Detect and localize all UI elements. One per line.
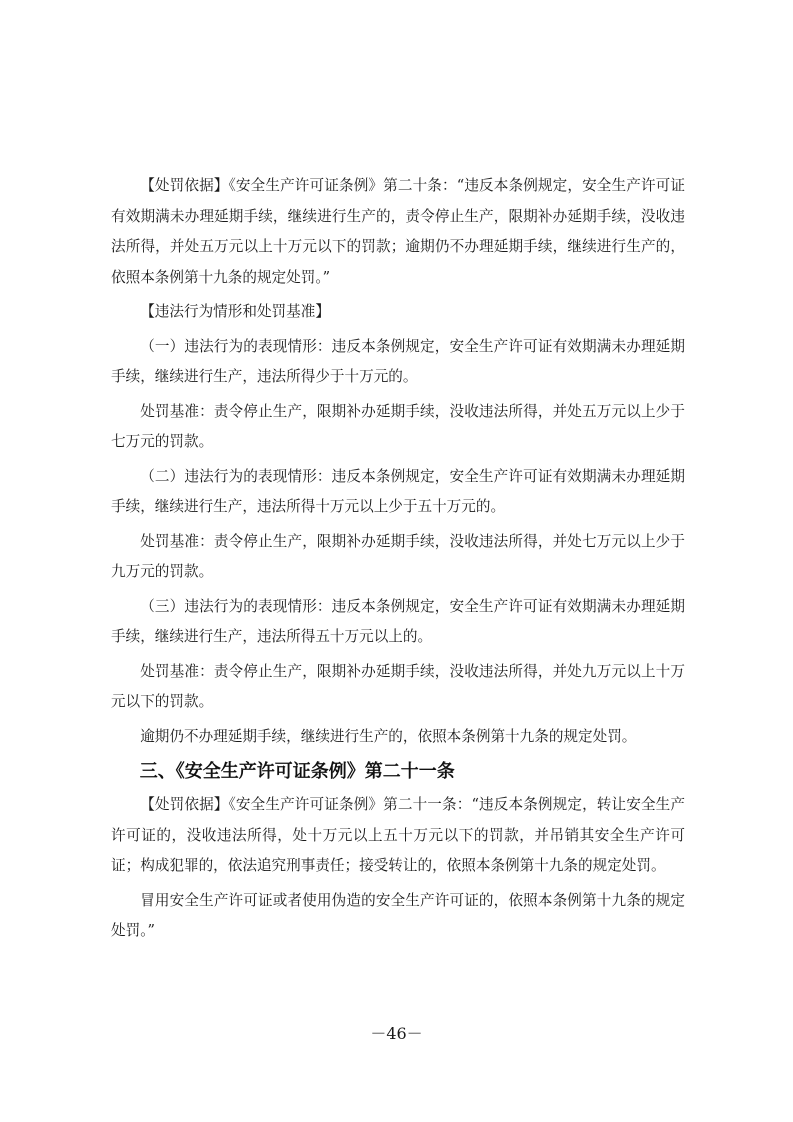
paragraph-article20-basis: 【处罚依据】《安全生产许可证条例》第二十条：“违反本条例规定，安全生产许可证有效期满未办理延期手续，继续进行生产的，责令停止生产，限期补办延期手续，没收违法所得，并处五万元以上十万元以下的罚款；逾期仍不办理延期手续，继续进行生产的，依照本条例第十九条的规定处罚。” xyxy=(111,177,685,286)
paragraph-article21-basis: 【处罚依据】《安全生产许可证条例》第二十一条：“违反本条例规定，转让安全生产许可证的，没收违法所得，处十万元以上五十万元以下的罚款，并吊销其安全生产许可证；构成犯罪的，依法追究刑事责任；接受转让的，依照本条例第十九条的规定处罚。 xyxy=(111,796,685,874)
paragraph-overdue: 逾期仍不办理延期手续，继续进行生产的，依照本条例第十九条的规定处罚。 xyxy=(140,727,637,745)
paragraph-situation-2: （二）违法行为的表现情形：违反本条例规定，安全生产许可证有效期满未办理延期手续，继续进行生产，违法所得十万元以上少于五十万元的。 xyxy=(111,467,685,515)
page-number: －46－ xyxy=(370,1024,423,1043)
section-heading: 三、《安全生产许可证条例》第二十一条 xyxy=(139,761,455,782)
paragraph-penalty-2: 处罚基准：责令停止生产，限期补办延期手续，没收违法所得，并处七万元以上少于九万元的罚款。 xyxy=(111,532,685,580)
paragraph-situations-heading: 【违法行为情形和处罚基准】 xyxy=(140,303,330,320)
paragraph-situation-1: （一）违法行为的表现情形：违反本条例规定，安全生产许可证有效期满未办理延期手续，继续进行生产，违法所得少于十万元的。 xyxy=(111,337,685,385)
paragraph-penalty-3: 处罚基准：责令停止生产，限期补办延期手续，没收违法所得，并处九万元以上十万元以下的罚款。 xyxy=(111,662,685,710)
paragraph-penalty-1: 处罚基准：责令停止生产，限期补办延期手续，没收违法所得，并处五万元以上少于七万元的罚款。 xyxy=(111,402,685,450)
paragraph-situation-3: （三）违法行为的表现情形：违反本条例规定，安全生产许可证有效期满未办理延期手续，继续进行生产，违法所得五十万元以上的。 xyxy=(111,597,685,645)
document-body xyxy=(111,171,685,947)
paragraph-article21-forgery: 冒用安全生产许可证或者使用伪造的安全生产许可证的，依照本条例第十九条的规定处罚。” xyxy=(111,891,685,939)
